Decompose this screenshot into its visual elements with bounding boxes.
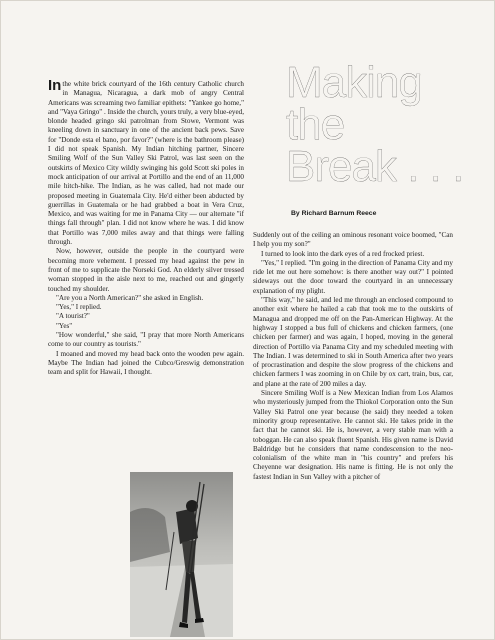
- paragraph: [48, 77, 244, 247]
- paragraph: I turned to look into the dark eyes of a red frocked priest.: [261, 249, 425, 258]
- left-column: [48, 77, 244, 378]
- right-column: [253, 231, 453, 482]
- paragraph-text: the white brick courtyard of the 16th century Catholic church in Managua, Nicaragua, a dark mob of angry Central Americans was screaming two familiar epithets: "Yankee go home," and "Vaya Gringo" . Inside the church, yours truly, a very blue-eyed, blonde headed gringo ski patrolman from Stowe, Vermont was kneeling down in sanctuary in one of the ancient back pews. Save for "Donde esta el bano, por favor?" (where is the bathroom please) I did not speak Spanish. My Indian hitching partner, Sincere Smiling Wolf of the Sun Valley Ski Patrol, was last seen on the outskirts of Mexico City wildly swinging his gold Scott ski poles in mock anticipation of our arrival at Portillo and the end of an 11,000 mile hitch-hike. The Indian, as he was called, had not made our proposed meeting in Guatemala City. He'd either been abducted by guerrillas in Guatemala or he had grabbed a boat in Vera Cruz, Mexico, and was waiting for me in Panama City — our alternate "if things fall through" plan. I did not know where he was. I did know that Portillo was 7,000 miles away and that things were falling through.: [48, 80, 244, 247]
- byline: By Richard Barnum Reece: [291, 210, 377, 217]
- paragraph: Suddenly out of the ceiling an ominous resonant voice boomed, "Can I help you my son?": [253, 231, 453, 249]
- paragraph: "Are you a North American?" she asked in English.: [56, 293, 204, 302]
- paragraph: "Yes," I replied.: [56, 303, 102, 312]
- paragraph: "How wonderful," she said, "I pray that more North Americans come to our country as tourists.": [48, 331, 244, 349]
- paragraph: Now, however, outside the people in the courtyard were becoming more vehement. I pressed my head against the pew in front of me to supplicate the Norseki God. An elderly silver tressed woman stopped in the aisle next to me, reached out and gingerly touched my shoulder.: [48, 247, 244, 293]
- drop-cap: In: [48, 77, 62, 94]
- headline-line-2: the: [286, 100, 345, 149]
- hitchhiker-photo: [130, 472, 233, 637]
- paragraph: "Yes": [56, 321, 73, 330]
- paragraph: "A tourist?": [56, 312, 90, 321]
- article-headline: [286, 58, 476, 191]
- paragraph: I moaned and moved my head back onto the wooden pew again. Maybe The Indian had joined the Cubco/Greswig demonstration team and split for Hawaii, I thought.: [48, 349, 244, 377]
- headline-line-3: Break . . .: [286, 142, 464, 191]
- photo-illustration: [130, 472, 233, 637]
- headline-line-1: Making: [286, 58, 422, 107]
- paragraph: Sincere Smiling Wolf is a New Mexican Indian from Los Alamos who mysteriously jumped from the Thiokol Corporation onto the Sun Valley Ski Patrol one year because (he said) they needed a token minority group representative. He cannot ski. He takes pride in the fact that he cannot ski. He is, however, a very stable man with a toboggan. He can also speak fluent Spanish. His given name is David Baldridge but he considers that name condescension to the neo-colonialism of the white man in "his country" and prefers his Cheyenne war designation. His name is fitting. He is not only the fastest Indian in Sun Valley with a pitcher of: [253, 389, 453, 481]
- paragraph: "Yes," I replied. "I'm going in the direction of Panama City and my ride let me out here somehow: is there another way out?" I pointed sideways out the door toward the courtyard in an unnecessary explanation of my plight.: [253, 258, 453, 295]
- paragraph: "This way," he said, and led me through an enclosed compound to another exit where he hailed a cab that took me to the outskirts of Managua and dropped me off on the Pan-American Highway. At the highway I stopped a bus full of chickens and chicken farmers, (one chicken per farmer) and was again, I hoped, moving in the general direction of Portillo via Panama City and my scheduled meeting with The Indian. I was determined to ski in South America after two years of procrastination and despite the slow progress of the chickens and chicken farmers I was zooming in on Chile by ox cart, train, bus, car, and plane at the rate of 200 miles a day.: [253, 296, 453, 388]
